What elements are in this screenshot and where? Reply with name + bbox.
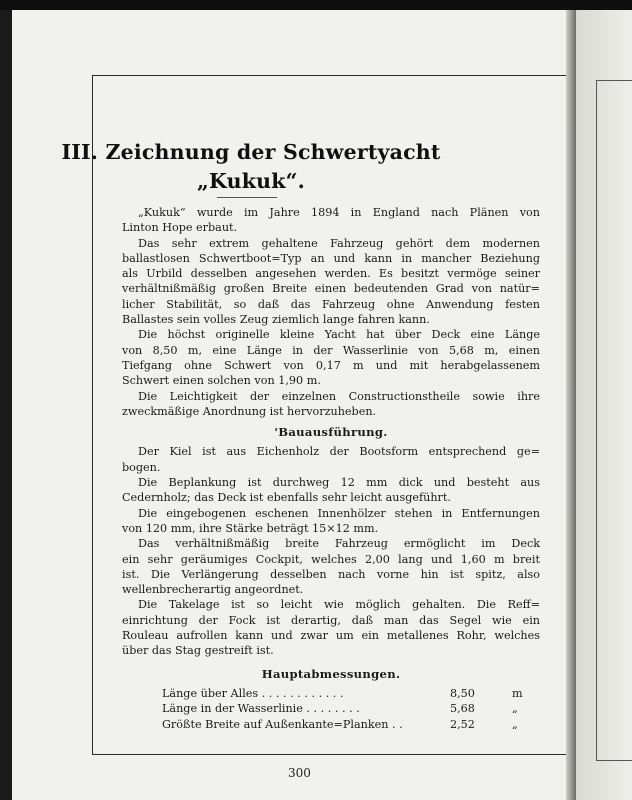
body-text xyxy=(122,205,540,732)
text-line: ballastlosen Schwertboot=Typ an und kann in mancher Beziehung xyxy=(122,251,540,265)
book-page xyxy=(12,10,570,800)
section-heading-hauptabmessungen: Hauptabmessungen. xyxy=(261,666,401,681)
intro-paragraphs xyxy=(122,205,540,419)
section-heading-bauausfuehrung: 'Bauausführung. xyxy=(274,425,388,440)
page-number: 300 xyxy=(288,766,311,780)
construction-paragraphs xyxy=(122,444,540,658)
chapter-title-line2: „Kukuk“. xyxy=(197,169,305,193)
intro-paragraph xyxy=(122,327,540,388)
construction-paragraph xyxy=(122,444,540,475)
construction-paragraph xyxy=(122,597,540,658)
text-line: Ballastes sein volles Zeug ziemlich lange fahren kann. xyxy=(122,313,430,327)
dimension-unit: m xyxy=(512,686,523,700)
text-line: Der Kiel ist aus Eichenholz der Bootsform entsprechend ge= xyxy=(138,445,540,459)
dimension-row xyxy=(122,686,540,702)
text-line: wellenbrecherartig angeordnet. xyxy=(122,583,304,597)
intro-paragraph xyxy=(122,205,540,236)
dimension-label: Größte Breite auf Außenkante=Planken . . xyxy=(162,717,403,731)
text-line: Schwert einen solchen von 1,90 m. xyxy=(122,374,321,388)
text-line: Rouleau aufrollen kann und zwar um ein metallenes Rohr, welches xyxy=(122,629,540,643)
text-line: „Kukuk“ wurde im Jahre 1894 in England nach Plänen von xyxy=(138,206,540,219)
text-line: verhältnißmäßig großen Breite einen bedeutenden Grad von natür= xyxy=(122,282,540,296)
text-line: Tiefgang ohne Schwert von 0,17 m und mit herabgelassenem xyxy=(122,358,540,372)
construction-paragraph xyxy=(122,475,540,506)
dimension-row xyxy=(122,717,540,733)
next-page-frame-top xyxy=(596,80,632,81)
text-line: Die eingebogenen eschenen Innenhölzer stehen in Entfernungen xyxy=(138,506,540,520)
construction-paragraph xyxy=(122,536,540,597)
top-shadow xyxy=(0,0,632,10)
dimensions-table xyxy=(122,686,540,733)
intro-paragraph xyxy=(122,236,540,328)
text-line: Die Takelage ist so leicht wie möglich gehalten. Die Reff= xyxy=(138,598,540,612)
dimension-label: Länge in der Wasserlinie . . . . . . . . xyxy=(162,702,360,716)
construction-paragraph xyxy=(122,506,540,537)
chapter-title xyxy=(12,138,490,196)
title-rule xyxy=(217,197,277,198)
text-line: Die höchst originelle kleine Yacht hat über Deck eine Länge xyxy=(138,328,540,342)
text-line: Das verhältnißmäßig breite Fahrzeug ermöglicht im Deck xyxy=(138,537,540,551)
text-line: zweckmäßige Anordnung ist hervorzuheben. xyxy=(122,404,377,418)
book-gutter xyxy=(566,10,576,800)
text-line: ein sehr geräumiges Cockpit, welches 2,00 lang und 1,60 m breit xyxy=(122,552,540,566)
intro-paragraph xyxy=(122,389,540,420)
dimension-unit: „ xyxy=(512,717,518,731)
next-page-frame-edge xyxy=(596,80,597,760)
text-line: von 8,50 m, eine Länge in der Wasserlinie von 5,68 m, einen xyxy=(122,343,540,357)
text-line: als Urbild desselben angesehen werden. Es besitzt vermöge seiner xyxy=(122,267,540,281)
text-line: Die Leichtigkeit der einzelnen Constructionstheile sowie ihre xyxy=(138,389,540,403)
next-page-frame-bottom xyxy=(596,760,632,761)
text-line: einrichtung der Fock ist derartig, daß man das Segel wie ein xyxy=(122,613,540,627)
text-line: Cedernholz; das Deck ist ebenfalls sehr leicht ausgeführt. xyxy=(122,491,451,505)
chapter-title-line1: III. Zeichnung der Schwertyacht xyxy=(61,140,441,164)
dimension-value: 8,50 xyxy=(450,686,475,700)
next-page-edge xyxy=(576,10,632,800)
text-line: licher Stabilität, so daß das Fahrzeug ohne Anwendung festen xyxy=(122,297,540,311)
dimension-unit: „ xyxy=(512,702,518,716)
text-line: bogen. xyxy=(122,460,161,474)
text-line: Die Beplankung ist durchweg 12 mm dick und besteht aus xyxy=(138,476,540,490)
text-line: Das sehr extrem gehaltene Fahrzeug gehört dem modernen xyxy=(138,236,540,250)
text-line: Linton Hope erbaut. xyxy=(122,221,238,235)
text-line: ist. Die Verlängerung desselben nach vorne hin ist spitz, also xyxy=(122,567,540,581)
dimension-row xyxy=(122,701,540,717)
dimension-label: Länge über Alles . . . . . . . . . . . . xyxy=(162,686,344,700)
dimension-value: 5,68 xyxy=(450,702,475,716)
dimension-value: 2,52 xyxy=(450,717,475,731)
text-line: über das Stag gestreift ist. xyxy=(122,644,274,658)
text-line: von 120 mm, ihre Stärke beträgt 15×12 mm. xyxy=(122,521,379,535)
